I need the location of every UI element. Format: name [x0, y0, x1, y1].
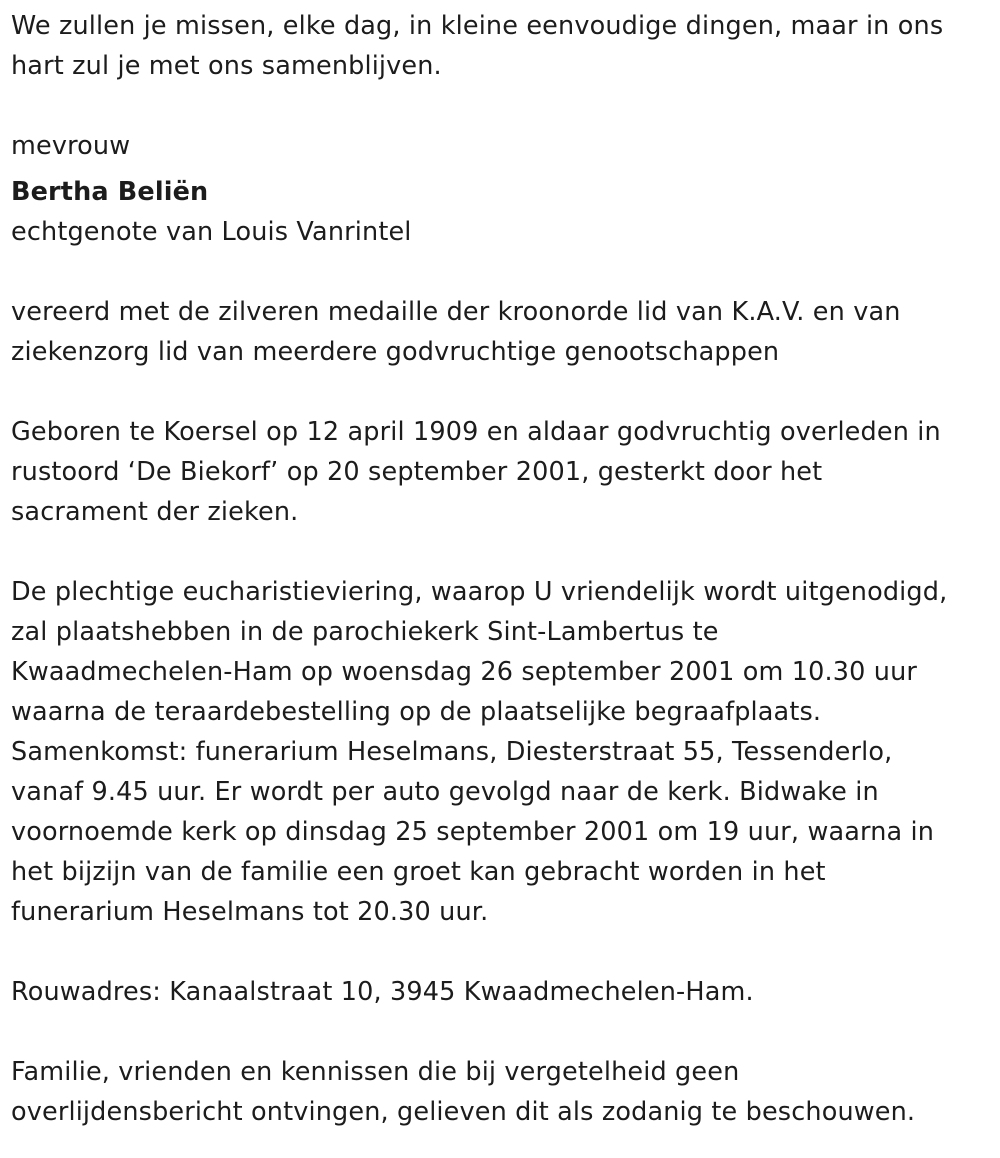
- deceased-name: Bertha Beliën: [11, 177, 209, 207]
- service-line: Samenkomst: funerarium Heselmans, Diesterstraat 55, Tessenderlo,: [11, 737, 893, 767]
- service-line: zal plaatshebben in de parochiekerk Sint-Lambertus te: [11, 617, 719, 647]
- distinctions-line: vereerd met de zilveren medaille der kroonorde lid van K.A.V. en van: [11, 297, 901, 327]
- mourning-address: Rouwadres: Kanaalstraat 10, 3945 Kwaadmechelen-Ham.: [11, 977, 754, 1007]
- service-line: voornoemde kerk op dinsdag 25 september 2001 om 19 uur, waarna in: [11, 817, 935, 847]
- closing-line: overlijdensbericht ontvingen, gelieven dit als zodanig te beschouwen.: [11, 1097, 916, 1127]
- motto-line: hart zul je met ons samenblijven.: [11, 51, 442, 81]
- service-line: het bijzijn van de familie een groet kan gebracht worden in het: [11, 857, 826, 887]
- service-line: De plechtige eucharistieviering, waarop U vriendelijk wordt uitgenodigd,: [11, 577, 948, 607]
- distinctions-paragraph: [11, 292, 991, 372]
- honorific: mevrouw: [11, 131, 131, 161]
- birth-death-line: rustoord ‘De Biekorf’ op 20 september 2001, gesterkt door het: [11, 457, 823, 487]
- service-line: funerarium Heselmans tot 20.30 uur.: [11, 897, 489, 927]
- service-line: Kwaadmechelen-Ham op woensdag 26 september 2001 om 10.30 uur: [11, 657, 918, 687]
- closing-paragraph: [11, 1052, 991, 1132]
- birth-death-line: sacrament der zieken.: [11, 497, 299, 527]
- closing-line: Familie, vrienden en kennissen die bij vergetelheid geen: [11, 1057, 740, 1087]
- service-line: waarna de teraardebestelling op de plaatselijke begraafplaats.: [11, 697, 822, 727]
- birth-death-line: Geboren te Koersel op 12 april 1909 en aldaar godvruchtig overleden in: [11, 417, 941, 447]
- service-paragraph: [11, 572, 991, 932]
- distinctions-line: ziekenzorg lid van meerdere godvruchtige genootschappen: [11, 337, 780, 367]
- spouse-line: echtgenote van Louis Vanrintel: [11, 217, 412, 247]
- motto-line: We zullen je missen, elke dag, in kleine eenvoudige dingen, maar in ons: [11, 11, 944, 41]
- motto-paragraph: [11, 6, 991, 86]
- birth-death-paragraph: [11, 412, 991, 532]
- obituary-notice: [11, 6, 991, 1132]
- service-line: vanaf 9.45 uur. Er wordt per auto gevolgd naar de kerk. Bidwake in: [11, 777, 879, 807]
